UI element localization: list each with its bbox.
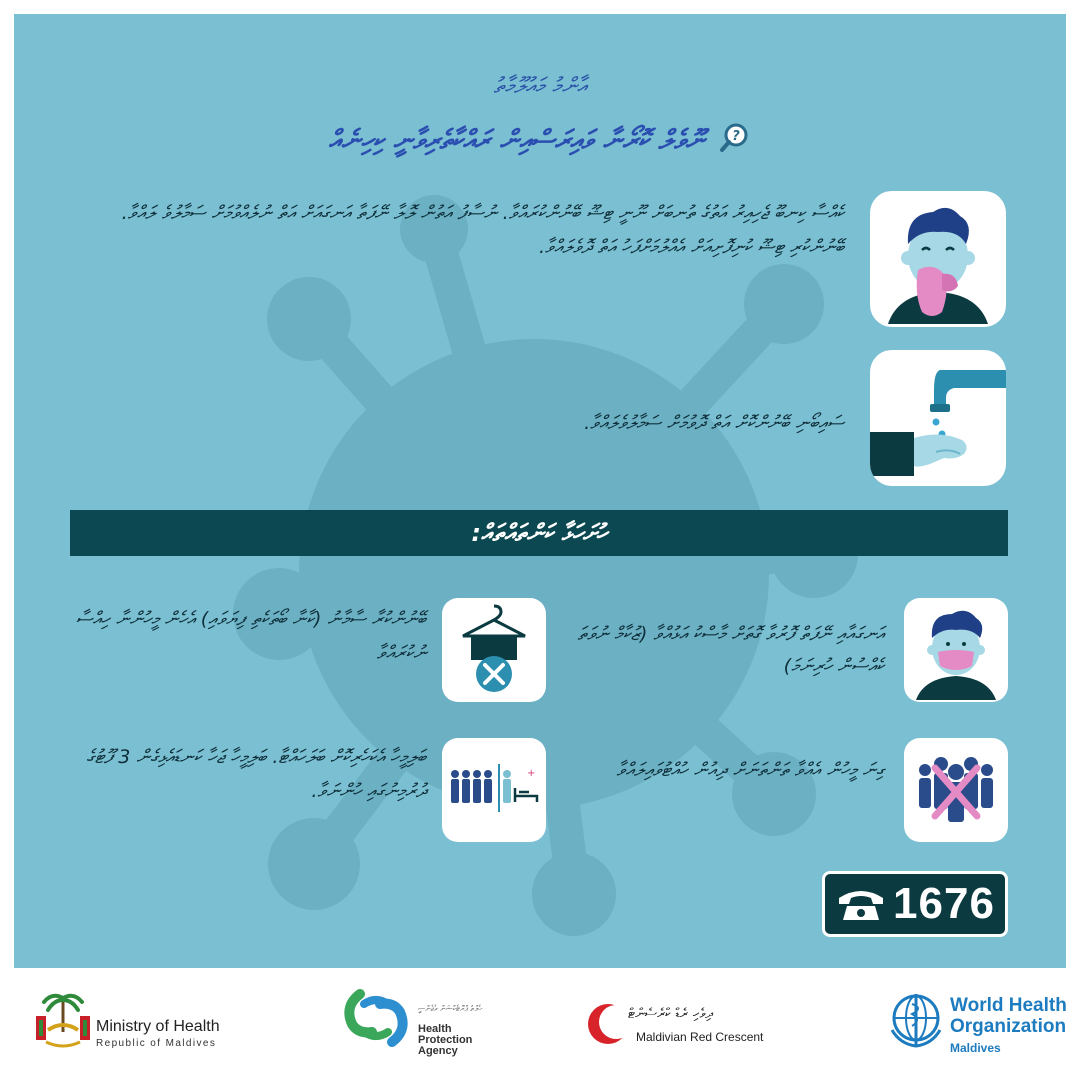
hpa-logo-text bbox=[418, 1024, 472, 1057]
mrc-logo-text: Maldivian Red Crescent bbox=[636, 1030, 764, 1044]
page-title-row bbox=[14, 122, 1066, 161]
section-subtitle: އާންމު މައުލޫމާތު bbox=[493, 74, 587, 99]
tip-sneeze-text: ކެއްސާ ކިނބޫ ޖެހިއިރު އަތުގެ ތުނބަށް ނޫނީ ޓިޝޫ ބޭނުންކުރައްވާ. ނުސާފު އަތުން ލޮލާ ނޭފަތާ އަނގައަށް އަތް ނުލެއްވުމަށް ސަމާލުވެ ލައްވާ. ބޭނުންކުރި ޓިޝޫ ކުނިފޮށިއަށް އެއްލުމަށްފަހު އަތް ދޮވެލައްވާ. bbox=[121, 202, 844, 258]
handwash-icon bbox=[870, 350, 1006, 486]
sneeze-card bbox=[870, 191, 1006, 327]
question-magnifier-icon bbox=[719, 122, 751, 161]
moh-logo-text bbox=[96, 1018, 220, 1049]
advice-isolation-text: ބަލިމީހާ އެކަހެރިކޮށް ބަލަހައްޓާ. ބަލިމީހާ ޖަހާ ކަނޑައެޅިގެން 3 ފޫޓުގެ ދުރުމިނުގައި ހުންނަވާ. bbox=[86, 746, 426, 802]
advice-mask-text: އަނގައާއި ނޭފަތް ފޮރުވާ ގޮތަށް މާސްކު އަޅުއްވާ (ޒުކާމް ނުވަތަ ކެއްސުން ހުރިނަމަ) bbox=[577, 623, 884, 677]
who-emblem-icon bbox=[886, 990, 946, 1054]
who-line1: World Health bbox=[950, 995, 1067, 1016]
moh-emblem-icon bbox=[34, 990, 92, 1058]
who-logo-text bbox=[950, 995, 1067, 1055]
mask-icon bbox=[908, 600, 1004, 700]
hpa-dhivehi: ހެލްތު ޕްރޮޓެކްޝަން އެޖެންސީ bbox=[418, 1004, 483, 1013]
who-line3: Maldives bbox=[950, 1041, 1001, 1055]
moh-line1: Ministry of Health bbox=[96, 1018, 220, 1035]
no-crowds-card bbox=[904, 738, 1008, 842]
advice-no-sharing-text: ބޭނުންކުރާ ސާމާނު (ކާނާ ބޯތަކެތި ފިޔަވައި) އެހެން މީހުންނާ ހިއްސާ ނުކުރައްވާ bbox=[75, 608, 426, 664]
hpa-logo-icon bbox=[340, 982, 412, 1058]
handwash-card bbox=[870, 350, 1006, 486]
svg-text:+: + bbox=[527, 768, 536, 779]
mask-card bbox=[904, 598, 1008, 702]
isolation-card bbox=[442, 738, 546, 842]
moh-line2: Republic of Maldives bbox=[96, 1038, 217, 1049]
advice-no-crowds-text: ގިނަ މީހުން އެއްވާ ތަންތަނަށް ދިއުން ހުއްޓުވައިލައްވާ bbox=[616, 759, 884, 781]
poster bbox=[14, 14, 1066, 968]
hpa-line1: Health bbox=[418, 1023, 452, 1035]
no-crowds-icon bbox=[911, 750, 1001, 830]
tip-handwash-text: ސައިބޯނި ބޭނުންކޮށް އަތް ދޮވުމަށް ސަމާލުވެލައްވާ. bbox=[584, 412, 844, 434]
hotline-number[interactable]: 1676 bbox=[893, 879, 995, 928]
recommendations-banner: ހުށަހަޅާ ކަންތައްތައް: bbox=[70, 510, 1008, 556]
hpa-line2: Protection bbox=[418, 1034, 473, 1046]
hotline-badge[interactable] bbox=[822, 871, 1008, 937]
isolation-icon bbox=[449, 762, 539, 818]
no-sharing-icon bbox=[449, 602, 539, 698]
svg-text:?: ? bbox=[732, 129, 741, 144]
hpa-line3: Agency bbox=[418, 1045, 458, 1057]
sneeze-icon bbox=[878, 194, 998, 324]
page-title: ނޫވެލް ކޮރޯނާ ވައިރަސްއިން ރައްކާތެރިވާނީ ކިހިނެއް bbox=[328, 125, 704, 156]
who-line2: Organization bbox=[950, 1016, 1067, 1037]
red-crescent-icon bbox=[586, 1000, 626, 1052]
mrc-dhivehi: ދިވެހި ރެޑް ކްރެސެންޓް bbox=[628, 1006, 713, 1022]
no-sharing-card bbox=[442, 598, 546, 702]
phone-icon bbox=[835, 886, 887, 922]
